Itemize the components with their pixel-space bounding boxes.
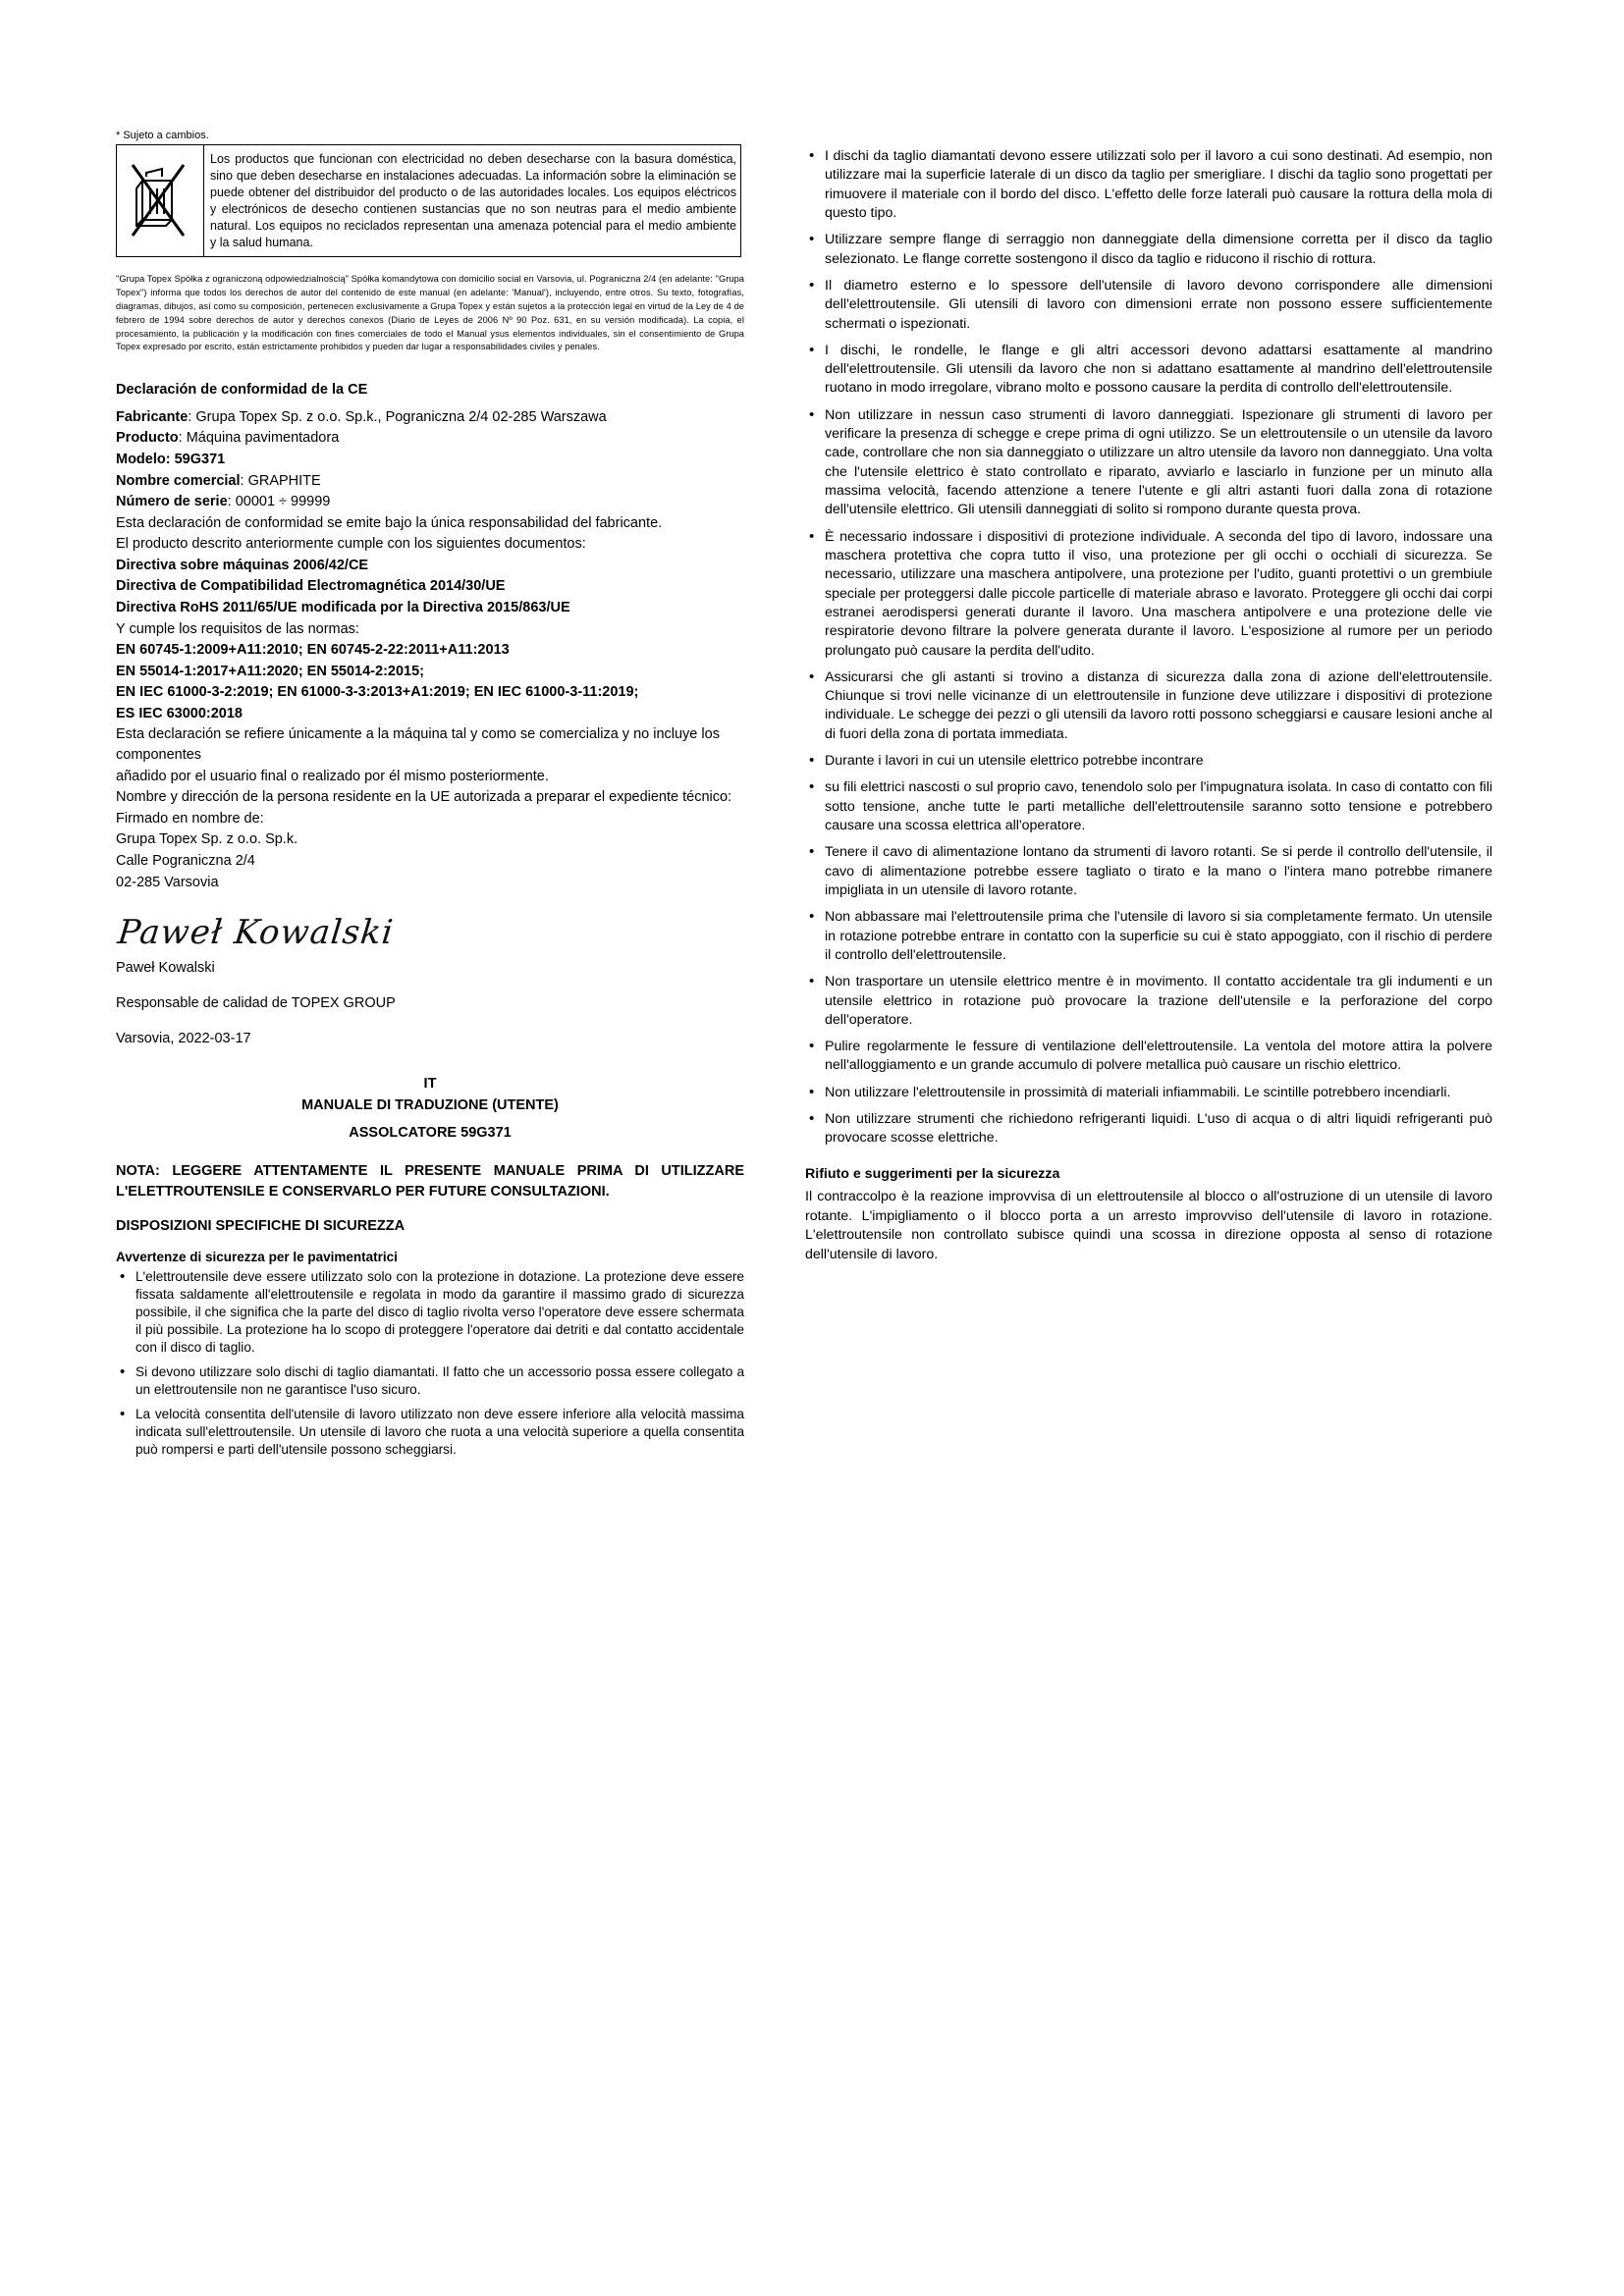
manufacturer-label: Fabricante <box>116 408 189 425</box>
manufacturer-row <box>116 407 744 428</box>
trade-name-value: : GRAPHITE <box>240 472 321 489</box>
company-line-2: Calle Pograniczna 2/4 <box>116 852 255 869</box>
list-item: • Assicurarsi che gli astanti si trovino a distanza di sicurezza dalla zona di azione dell'elettroutensile. Chiunque si trovi nelle vicinanze di un elettroutensile in funzione deve utilizzare i dispositivi di protezione individuale. Le schegge dei pezzi o gli utensili da lavoro rotti possono scheggiarsi e causare lesioni anche al di fuori della zona di portata immediata. <box>805 668 1492 744</box>
list-item: • La velocità consentita dell'utensile di lavoro utilizzato non deve essere inferiore alla velocità massima indicata sull'elettroutensile. Un utensile di lavoro che ruota a una velocità superiore a quella consentita può rompersi e parti dell'utensile possono scheggiarsi. <box>116 1406 744 1459</box>
manual-title-line-2: ASSOLCATORE 59G371 <box>349 1124 512 1141</box>
manual-title-line-1: MANUALE DI TRADUZIONE (UTENTE) <box>301 1096 559 1113</box>
manual-heading <box>116 1074 744 1144</box>
trade-name-row <box>116 471 744 492</box>
standards-intro: Y cumple los requisitos de las normas: <box>116 620 359 637</box>
signer-role: Responsable de calidad de TOPEX GROUP <box>116 994 396 1011</box>
manual-important-note: NOTA: LEGGERE ATTENTAMENTE IL PRESENTE MANUALE PRIMA DI UTILIZZARE L'ELETTROUTENSILE E CONSERVARLO PER FUTURE CONSULTAZIONI. <box>116 1163 744 1200</box>
list-item: • Si devono utilizzare solo dischi di taglio diamantati. Il fatto che un accessorio possa essere collegato a un elettroutensile non ne garantisce l'uso sicuro. <box>116 1363 744 1399</box>
model-row <box>116 450 744 470</box>
standard-4: ES IEC 63000:2018 <box>116 705 243 721</box>
standard-2: EN 55014-1:2017+A11:2020; EN 55014-2:2015; <box>116 663 424 679</box>
model-value: : 59G371 <box>165 451 226 467</box>
weee-disposal-box <box>116 144 741 257</box>
manual-language-code: IT <box>423 1076 437 1093</box>
place-and-date: Varsovia, 2022-03-17 <box>116 1030 251 1046</box>
list-item: • I dischi, le rondelle, le flange e gli altri accessori devono adattarsi esattamente al mandrino dell'elettroutensile. Gli utensili da lavoro che non si adattano esattamente al mandrino dell'elettroutensile ruotano in modo irregolare, vibrano molto e possono causare la perdita di controllo dell'elettroutensile. <box>805 342 1492 399</box>
list-item: • su fili elettrici nascosti o sul proprio cavo, tenendolo solo per l'impugnatura isolata. In caso di contatto con fili sotto tensione, anche tutte le parti metalliche dell'elettroutensile saranno sotto tensione e potrebbero causare una scossa elettrica all'operatore. <box>805 778 1492 835</box>
section-heading-safety: DISPOSIZIONI SPECIFICHE DI SICUREZZA <box>116 1217 406 1234</box>
trade-name-label: Nombre comercial <box>116 472 241 489</box>
kickback-paragraph: Il contraccolpo è la reazione improvvisa di un elettroutensile al blocco o all'ostruzione di un utensile di lavoro rotante. L'impigliamento o il blocco porta a un arresto improvviso dell'utensile di lavoro in rotazione. L'elettroutensile non controllato subisce quindi una scossa in direzione opposta al senso di rotazione dell'utensile di lavoro. <box>805 1188 1492 1263</box>
directive-emc: Directiva de Compatibilidad Electromagnética 2014/30/UE <box>116 578 506 595</box>
manufacturer-value: : Grupa Topex Sp. z o.o. Sp.k., Pograniczna 2/4 02-285 Warszawa <box>188 408 607 425</box>
product-row <box>116 428 744 449</box>
signed-on-behalf: Firmado en nombre de: <box>116 810 264 827</box>
model-label: Modelo <box>116 451 166 467</box>
list-item: • Utilizzare sempre flange di serraggio non danneggiate della dimensione corretta per il disco da taglio selezionato. Le flange corrette sostengono il disco da taglio e riducono il rischio di rottura. <box>805 231 1492 269</box>
ce-declaration-block <box>116 380 744 1048</box>
standard-3: EN IEC 61000-3-2:2019; EN 61000-3-3:2013+A1:2019; EN IEC 61000-3-11:2019; <box>116 684 639 701</box>
list-item: • Pulire regolarmente le fessure di ventilazione dell'elettroutensile. La ventola del motore attira la polvere nell'alloggiamento e un grande accumulo di polvere metallica può causare un rischio elettrico. <box>805 1038 1492 1076</box>
signer-name: Paweł Kowalski <box>116 960 215 977</box>
list-item: • Non utilizzare strumenti che richiedono refrigeranti liquidi. L'uso di acqua o di altri liquidi refrigeranti può provocare scosse elettriche. <box>805 1110 1492 1148</box>
authorized-person-note: Nombre y dirección de la persona residente en la UE autorizada a preparar el expediente técnico: <box>116 789 732 806</box>
list-item: • Durante i lavori in cui un utensile elettrico potrebbe incontrare <box>805 752 1492 771</box>
list-item: • È necessario indossare i dispositivi di protezione individuale. A seconda del tipo di lavoro, indossare una maschera protettiva che copra tutto il viso, una protezione per gli occhi o occhiali di sicurezza. Se necessario, utilizzare una maschera antipolvere, una protezione per l'udito, guanti protettivi o un grembiule speciale per proteggersi dalle piccole particelle di materiale abraso e lavorato. Proteggere gli occhi dai corpi estranei aerodispersi generati durante il lavoro. Una maschera antipolvere e una protezione delle vie respiratorie devono filtrare la polvere generata durante il lavoro. L'esposizione al rumore per un periodo prolungato può causare la perdita dell'udito. <box>805 528 1492 661</box>
list-item: • Non utilizzare l'elettroutensile in prossimità di materiali infiammabili. Le scintille potrebbero incendiarli. <box>805 1084 1492 1102</box>
serial-label: Número de serie <box>116 494 228 510</box>
serial-value: : 00001 ÷ 99999 <box>227 494 331 510</box>
scope-note: Esta declaración se refiere únicamente a la máquina tal y como se comercializa y no incluye los componentes <box>116 726 720 764</box>
handwritten-signature: Paweł Kowalski <box>115 913 396 953</box>
list-item: • Il diametro esterno e lo spessore dell'utensile di lavoro devono corrispondere alle dimensioni dell'elettroutensile. Gli utensili di lavoro con dimensioni errate non possono essere sufficientemente schermati o ispezionati. <box>805 277 1492 334</box>
sole-responsibility: Esta declaración de conformidad se emite bajo la única responsabilidad del fabricante. <box>116 514 663 531</box>
scope-note-2: añadido por el usuario final o realizado por él mismo posteriormente. <box>116 768 549 784</box>
complies-intro: El producto descrito anteriormente cumple con los siguientes documentos: <box>116 536 586 553</box>
left-safety-bullet-list <box>116 1268 744 1460</box>
subsection-heading-paver-warnings: Avvertenze di sicurezza per le pavimentatrici <box>116 1249 398 1264</box>
list-item: • Non abbassare mai l'elettroutensile prima che l'utensile di lavoro si sia completamente fermato. Un utensile in rotazione potrebbe entrare in contatto con la superficie su cui è stato appoggiato, con il rischio di perdere il controllo dell'elettroutensile. <box>805 908 1492 965</box>
product-label: Producto <box>116 430 179 447</box>
standard-1: EN 60745-1:2009+A11:2010; EN 60745-2-22:2011+A11:2013 <box>116 642 510 659</box>
list-item: • L'elettroutensile deve essere utilizzato solo con la protezione in dotazione. La protezione deve essere fissata saldamente all'elettroutensile e regolata in modo da garantire il massimo grado di sicurezza possibile, il che significa che la parte del disco di taglio rivolta verso l'operatore deve essere schermata il più possibile. La protezione ha lo scopo di proteggere l'operatore dai detriti e dal contatto accidentale con il disco di taglio. <box>116 1268 744 1357</box>
list-item: • I dischi da taglio diamantati devono essere utilizzati solo per il lavoro a cui sono destinati. Ad esempio, non utilizzare mai la superficie laterale di un disco da taglio per smerigliare. I dischi da taglio sono progettati per rimuovere il materiale con il bordo del disco. L'effetto delle forze laterali può causare la rottura della mola di questo tipo. <box>805 147 1492 223</box>
crossed-out-wheelie-bin-icon <box>117 145 204 256</box>
company-line-3: 02-285 Varsovia <box>116 874 219 890</box>
list-item: • Non trasportare un utensile elettrico mentre è in movimento. Il contatto accidentale tra gli indumenti e un utensile elettrico in rotazione può provocare la trazione dell'utensile e la perforazione del corpo dell'operatore. <box>805 973 1492 1030</box>
left-column <box>116 130 744 1466</box>
weee-disposal-text: Los productos que funcionan con electricidad no deben desecharse con la basura doméstica, sino que deben desecharse en instalaciones adecuadas. La información sobre la eliminación se puede obtener del distribuidor del producto o de las autoridades locales. Los equipos eléctricos y electrónicos de desecho contienen sustancias que no son neutras para el medio ambiente natural. Los equipos no reciclados representan una amenaza potencial para el medio ambiente y la salud humana. <box>210 152 736 249</box>
kickback-section-heading: Rifiuto e suggerimenti per la sicurezza <box>805 1165 1060 1182</box>
serial-row <box>116 492 744 512</box>
right-column <box>805 147 1492 1265</box>
subject-to-change-note: * Sujeto a cambios. <box>116 130 209 141</box>
declaration-title: Declaración de conformidad de la CE <box>116 382 368 399</box>
copyright-legal-note: "Grupa Topex Spółka z ograniczoną odpowiedzialnością" Spółka komandytowa con domicilio social en Varsovia, ul. Pograniczna 2/4 (en adelante: "Grupa Topex") informa que todos los derechos de autor del contenido de este manual (en adelante: 'Manual'), incluyendo, entre otros. Su texto, fotografías, diagramas, dibujos, así como su composición, pertenecen exclusivamente a Grupa Topex y están sujetos a la protección legal en virtud de la Ley de 4 de febrero de 1994 sobre derechos de autor y derechos conexos (Diario de Leyes de 2006 Nº 90 Poz. 631, en su versión modificada). La copia, el procesamiento, la publicación y la modificación con fines comerciales de todo el Manual ysus elementos individuales, sin el consentimiento de Grupa Topex expresado por escrito, están estrictamente prohibidos y pueden dar lugar a responsabilidades civiles y penales. <box>116 274 744 352</box>
product-value: : Máquina pavimentadora <box>178 430 340 447</box>
right-safety-bullet-list <box>805 147 1492 1148</box>
list-item: • Non utilizzare in nessun caso strumenti di lavoro danneggiati. Ispezionare gli strumenti di lavoro per verificare la presenza di schegge e crepe prima di ogni utilizzo. Se un elettroutensile o un utensile da lavoro cade, controllare che non sia danneggiato o utilizzare un altro utensile da lavoro non danneggiato. Una volta che l'utensile elettrico è stato controllato e riparato, avviarlo e lasciarlo in funzione per un minuto alla massima velocità, facendo attenzione a tenere l'utente e gli altri astanti fuori dalla zona di rotazione dell'utensile elettrico. Gli utensili danneggiati di solito si rompono durante questa prova. <box>805 406 1492 520</box>
list-item: • Tenere il cavo di alimentazione lontano da strumenti di lavoro rotanti. Se si perde il controllo dell'utensile, il cavo di alimentazione potrebbe essere tagliato o tirato e la mano o l'intera mano potrebbe rimanere impigliata in un utensile di lavoro rotante. <box>805 843 1492 900</box>
directive-machinery: Directiva sobre máquinas 2006/42/CE <box>116 557 369 573</box>
company-line-1: Grupa Topex Sp. z o.o. Sp.k. <box>116 831 298 848</box>
directive-rohs: Directiva RoHS 2011/65/UE modificada por la Directiva 2015/863/UE <box>116 600 570 615</box>
